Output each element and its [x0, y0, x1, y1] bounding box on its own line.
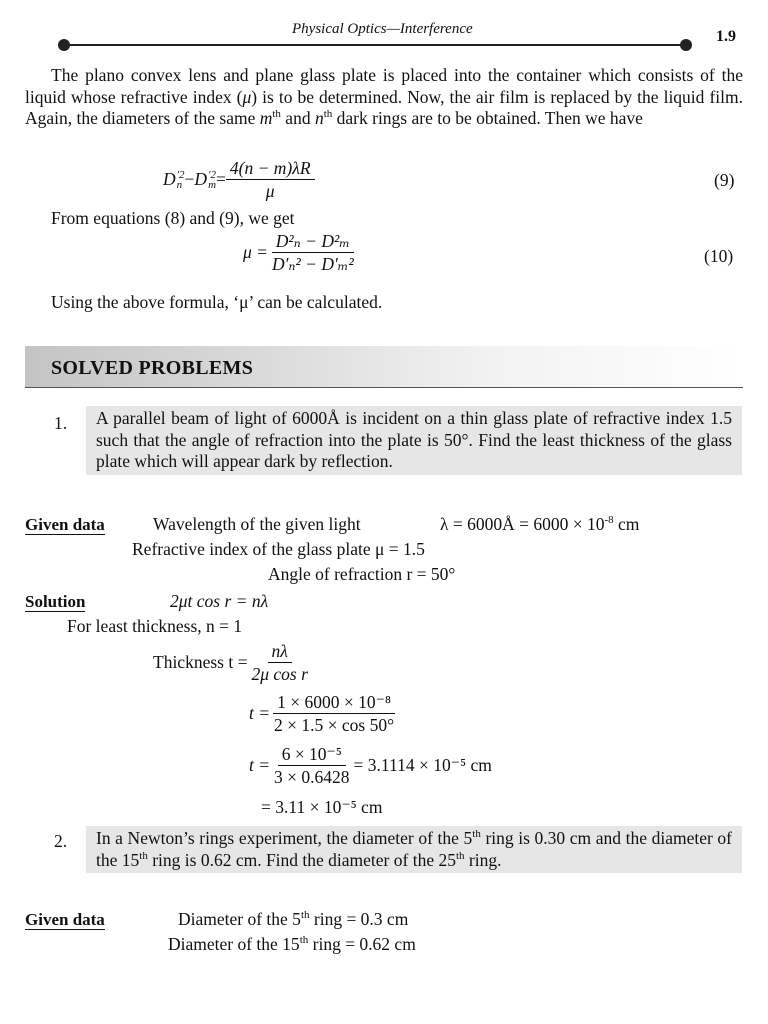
solution-equation: 2μt cos r = nλ	[170, 591, 269, 611]
solution-label: Solution	[25, 592, 86, 611]
problem-1-given-label: Given data	[25, 515, 105, 534]
least-thickness-text: For least thickness, n = 1	[67, 616, 243, 636]
given-refractive-index: Refractive index of the glass plate μ = 1.5	[132, 539, 425, 559]
using-formula-text: Using the above formula, ‘μ’ can be calculated.	[51, 292, 383, 312]
given-wavelength-label: Wavelength of the given light	[153, 514, 361, 534]
problem-2-statement: In a Newton’s rings experiment, the diameter of the 5th ring is 0.30 cm and the diameter of the 15th ring is 0.62 cm. Find the diameter of the 25th ring.	[86, 826, 742, 873]
problem-2-number: 2.	[54, 831, 68, 851]
given-wavelength-value: λ = 6000Å = $6000 \times 10^{-8}$ cm	[440, 514, 640, 534]
thickness-result: = 3.11 × 10⁻⁵ cm	[261, 797, 383, 817]
section-title: SOLVED PROBLEMS	[51, 357, 254, 379]
equation-10-fraction: $\frac{\text{D²ₙ − D²ₘ}}{\text{D′ₙ² − D′ₘ²}}$	[271, 231, 354, 274]
equation-10-number: (10)	[704, 246, 734, 266]
given-angle-refraction: Angle of refraction r = 50°	[268, 564, 456, 584]
thickness-formula: Thickness t = $\frac{n\lambda}{\text{2μ cos r}}$	[153, 641, 308, 684]
problem-1-statement: A parallel beam of light of 6000Å is incident on a thin glass plate of refractive index 1.5 such that the angle of refraction into the plate is 50°. Find the least thickness of the glass plate which will appear dark by reflection.	[86, 406, 742, 475]
header-rule	[64, 44, 686, 46]
intro-paragraph: The plano convex lens and plane glass plate is placed into the container which consists of the liquid whose refractive index (μ) is to be determined. Now, the air film is replaced by the liquid film. Again, the diameters of the same $m^{th}$ and $n^{th}$ dark rings are to be obtained. Then we have	[25, 65, 743, 129]
problem-1-number: 1.	[54, 413, 68, 433]
from-equations-text: From equations (8) and (9), we get	[51, 208, 295, 228]
thickness-calculation: t = $\frac{\text{6 × 10⁻⁵}}{3 \times 0.6428}$ = 3.1114 × 10⁻⁵ cm	[249, 744, 492, 787]
problem-2-given-label: Given data	[25, 910, 105, 929]
equation-9-number: (9)	[714, 170, 735, 190]
given-5th-ring-diameter: Diameter of the 5th ring = 0.3 cm	[178, 909, 409, 929]
equation-9-fraction: $\frac{4(n - m)\lambda R}{\mu}$	[226, 157, 315, 202]
given-15th-ring-diameter: Diameter of the 15th ring = 0.62 cm	[168, 934, 416, 954]
header-rule-right-dot	[680, 39, 692, 51]
page-number: 1.9	[716, 28, 736, 45]
section-underline	[25, 387, 743, 388]
equation-9: D ′2 n − D ′2 m = $\frac{4(n - m)\lambda R}{\mu}$	[163, 157, 315, 202]
running-header-title: Physical Optics—Interference	[292, 21, 473, 37]
equation-10: μ = $\frac{\text{D²ₙ − D²ₘ}}{\text{D′ₙ² − D′ₘ²}}$	[243, 230, 358, 275]
thickness-substitution: t = $\frac{\text{1 × 6000 × 10⁻⁸}}{2 \times 1.5 \times \cos 50^\circ}$	[249, 692, 395, 735]
